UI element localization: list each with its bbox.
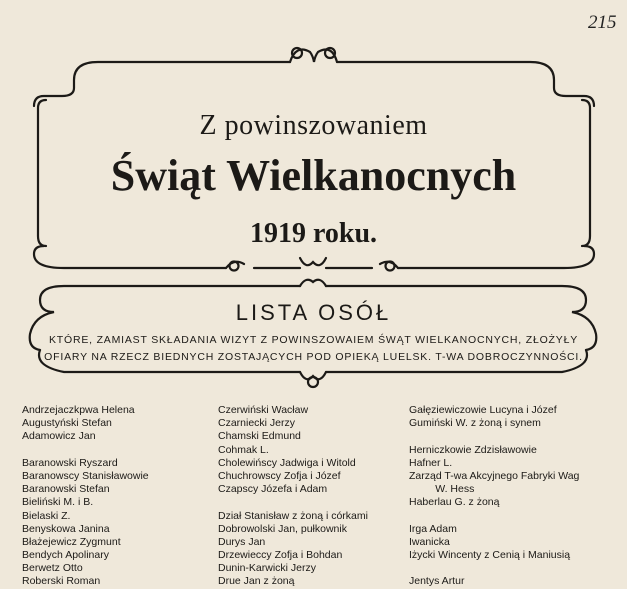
name-entry: Benyskowa Janina [22,522,110,535]
name-entry: Iżycki Wincenty z Cenią i Maniusią [409,549,571,562]
list-subheading [0,332,627,366]
name-entry: Cholewińscy Jadwiga i Witold [218,456,356,469]
name-entry: Chuchrowscy Zofja i Józef [218,469,341,482]
name-entry [22,444,149,457]
name-entry: Baranowscy Stanisławowie [22,469,149,482]
name-entry: Drzewieccy Zofja i Bohdan [218,549,343,562]
name-entry [409,510,579,523]
name-entry: Herniczkowie Zdzisławowie [409,443,537,456]
names-column-3 [409,404,579,589]
name-entry: Andrzejaczkpwa Helena [22,404,135,416]
list-subheading-line: OFIARY NA RZECZ BIEDNYCH ZOSTAJĄCYCH POD OPIEKĄ LUELSK. T-WA DOBROCZYNNOŚCI. [44,351,583,363]
name-entry: Adamowicz Jan [22,430,96,443]
name-entry: Jentys Artur [409,575,465,588]
name-entry: Haberlau G. z żoną [409,496,500,509]
name-entry: Roberski Roman [22,575,101,588]
name-entry: W. Hess [409,483,475,496]
name-entry: Czarniecki Jerzy [218,417,296,430]
name-entry: Iwanicka [409,535,450,548]
name-entry: Cohmak L. [218,443,269,456]
header-title: Świąt Wielkanocnych [110,151,517,200]
names-column-2 [218,404,368,589]
names-column-1 [22,404,149,589]
name-entry: Czerwiński Wacław [218,404,309,416]
name-entry: Dunin-Karwicki Jerzy [218,562,317,575]
name-entry: Baranowski Ryszard [22,456,118,469]
name-entry: Durys Jan [218,535,266,548]
name-entry: Berwetz Otto [22,562,83,575]
header-year: 1919 roku. [249,218,378,249]
name-entry: Bieliński M. i B. [22,496,94,509]
name-entry: Chamski Edmund [218,430,301,443]
name-entry [409,562,579,575]
page-number: 215 [588,12,617,33]
name-entry: Zarząd T-wa Akcyjnego Fabryki Wag [409,469,580,482]
name-entry: Czapscy Józefa i Adam [218,483,328,496]
name-entry: Dział Stanisław z żoną i córkami [218,509,368,522]
list-heading: LISTA OSÓŁ [235,300,392,325]
name-entry [218,496,368,509]
name-entry: Błażejewicz Zygmunt [22,535,121,548]
name-entry: Dobrowolski Jan, pułkownik [218,522,347,535]
name-entry: Baranowski Stefan [22,483,110,496]
name-entry: Drue Jan z żoną [218,575,295,588]
name-entry: Augustyński Stefan [22,417,112,430]
name-entry [409,430,579,443]
name-entry: Irga Adam [409,522,457,535]
name-entry: Bielaski Z. [22,509,71,522]
name-entry: Gumiński W. z żoną i synem [409,417,541,430]
name-entry: Bendych Apolinary [22,549,109,562]
list-subheading-line: KTÓRE, ZAMIAST SKŁADANIA WIZYT Z POWINSZOWAIEM ŚWĄT WIELKANOCNYCH, ZŁOŻYŁY [48,334,579,346]
name-entry: Gałęziewiczowie Lucyna i Józef [409,404,557,416]
header-greeting: Z powinszowaniem [199,110,428,141]
name-entry: Hafner L. [409,456,453,469]
